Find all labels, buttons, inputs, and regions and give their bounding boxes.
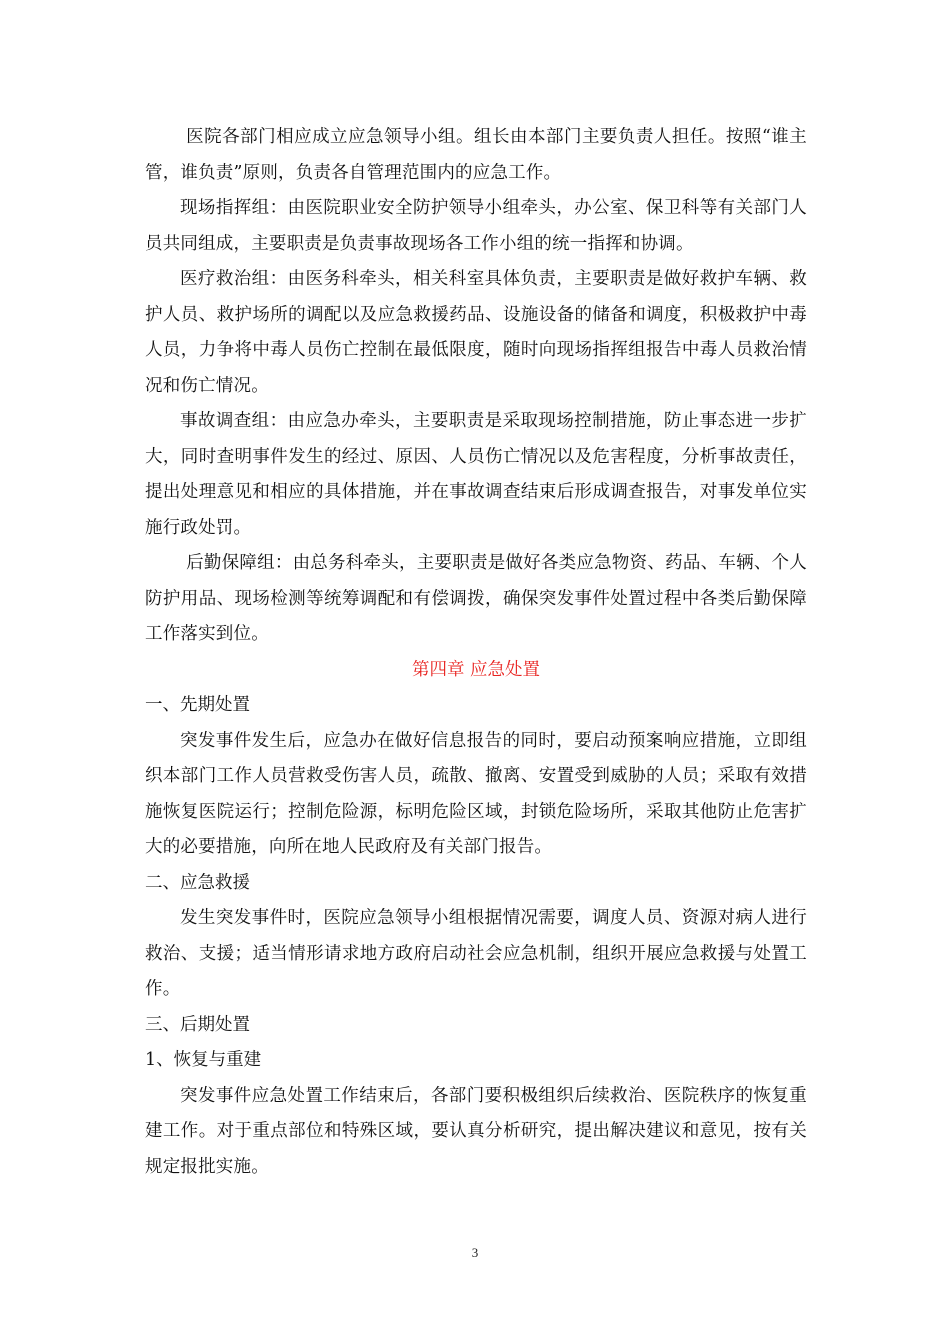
paragraph-emergency-rescue: 发生突发事件时，医院应急领导小组根据情况需要，调度人员、资源对病人进行救治、支援；适当情形请求地方政府启动社会应急机制，组织开展应急救援与处置工作。 [145, 908, 807, 999]
paragraph-logistics-group: 后勤保障组：由总务科牵头，主要职责是做好各类应急物资、药品、车辆、个人防护用品、现场检测等统筹调配和有偿调拨，确保突发事件处置过程中各类后勤保障工作落实到位。 [145, 553, 807, 644]
page-number: 3 [471, 1245, 479, 1260]
paragraph-initial-response: 突发事件发生后，应急办在做好信息报告的同时，要启动预案响应措施，立即组织本部门工作人员营救受伤害人员，疏散、撤离、安置受到威胁的人员；采取有效措施恢复医院运行；控制危险源，标明危险区域，封锁危险场所，采取其他防止危害扩大的必要措施，向所在地人民政府及有关部门报告。 [145, 730, 807, 857]
chapter-title: 第四章 应急处置 [411, 659, 541, 680]
document-body [145, 120, 807, 1185]
paragraph-command-group: 现场指挥组：由医院职业安全防护领导小组牵头，办公室、保卫科等有关部门人员共同组成，主要职责是负责事故现场各工作小组的统一指挥和协调。 [145, 198, 807, 254]
paragraph-medical-rescue-group: 医疗救治组：由医务科牵头，相关科室具体负责，主要职责是做好救护车辆、救护人员、救护场所的调配以及应急救援药品、设施设备的储备和调度，积极救护中毒人员，力争将中毒人员伤亡控制在最低限度，随时向现场指挥组报告中毒人员救治情况和伤亡情况。 [145, 269, 807, 396]
section-heading-initial-response: 一、先期处置 [145, 695, 250, 715]
section-heading-emergency-rescue: 二、应急救援 [145, 872, 250, 893]
paragraph-leadership-groups: 医院各部门相应成立应急领导小组。组长由本部门主要负责人担任。按照“谁主管，谁负责”原则，负责各自管理范围内的应急工作。 [145, 127, 807, 183]
section-heading-aftermath: 三、后期处置 [145, 1014, 250, 1035]
subsection-heading-recovery: 1、恢复与重建 [145, 1050, 262, 1070]
paragraph-investigation-group: 事故调查组：由应急办牵头，主要职责是采取现场控制措施，防止事态进一步扩大，同时查明事件发生的经过、原因、人员伤亡情况以及危害程度，分析事故责任，提出处理意见和相应的具体措施，并在事故调查结束后形成调查报告，对事发单位实施行政处罚。 [145, 411, 807, 538]
paragraph-recovery: 突发事件应急处置工作结束后，各部门要积极组织后续救治、医院秩序的恢复重建工作。对于重点部位和特殊区域，要认真分析研究，提出解决建议和意见，按有关规定报批实施。 [145, 1085, 807, 1177]
